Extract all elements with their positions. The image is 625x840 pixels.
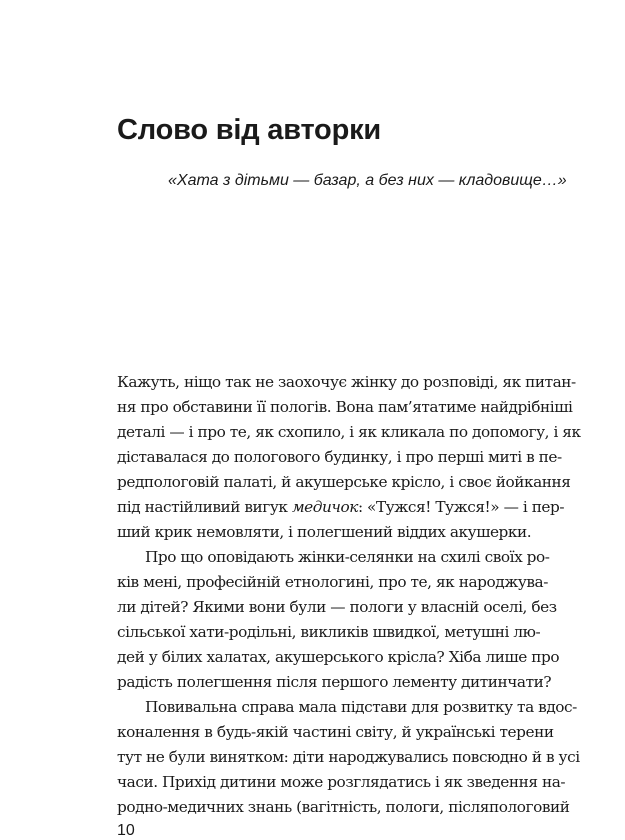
text-line: під настійливий вигук медичок: «Тужся! Тужся!» — і пер- <box>117 498 565 516</box>
text-line: редпологовій палаті, й акушерське крісло, і своє йойкання <box>117 473 571 491</box>
text-line: ня про обставини її пологів. Вона пам’ятатиме найдрібніші <box>117 398 573 416</box>
page-number: 10 <box>117 822 135 839</box>
text-line: Про що оповідають жінки-селянки на схилі своїх ро- <box>145 548 550 566</box>
text-line: коналення в будь-якій частині світу, й українські терени <box>117 723 554 741</box>
paragraph <box>117 695 580 820</box>
text-line: родно-медичних знань (вагітність, пологи, післяпологовий <box>117 798 570 816</box>
paragraph <box>117 370 581 545</box>
text-line: ли дітей? Якими вони були — пологи у власній оселі, без <box>117 598 557 616</box>
text-line: сільської хати-родільні, викликів швидкої, метушні лю- <box>117 623 541 641</box>
epigraph: «Хата з дітьми — базар, а без них — кладовище…» <box>168 172 567 189</box>
paragraph <box>117 545 560 695</box>
body-text <box>117 370 581 820</box>
text-line: Повивальна справа мала підстави для розвитку та вдос- <box>145 698 577 716</box>
text-line: ший крик немовляти, і полегшений віддих акушерки. <box>117 523 532 541</box>
text-line: ків мені, професійній етнологині, про те, як народжува- <box>117 573 548 591</box>
text-line: деталі — і про те, як схопило, і як кликала по допомогу, і як <box>117 423 581 441</box>
emphasis: медичок <box>291 498 358 516</box>
text-line: діставалася до пологового будинку, і про перші миті в пе- <box>117 448 562 466</box>
text-line: Кажуть, ніщо так не заохочує жінку до розповіді, як питан- <box>117 373 576 391</box>
text-line: дей у білих халатах, акушерського крісла? Хіба лише про <box>117 648 560 666</box>
text-line: радість полегшення після першого лементу дитинчати? <box>117 673 552 691</box>
text-line: тут не були винятком: діти народжувались повсюдно й в усі <box>117 748 580 766</box>
text-line: часи. Прихід дитини може розглядатись і як зведення на- <box>117 773 566 791</box>
chapter-title: Слово від авторки <box>117 114 382 146</box>
